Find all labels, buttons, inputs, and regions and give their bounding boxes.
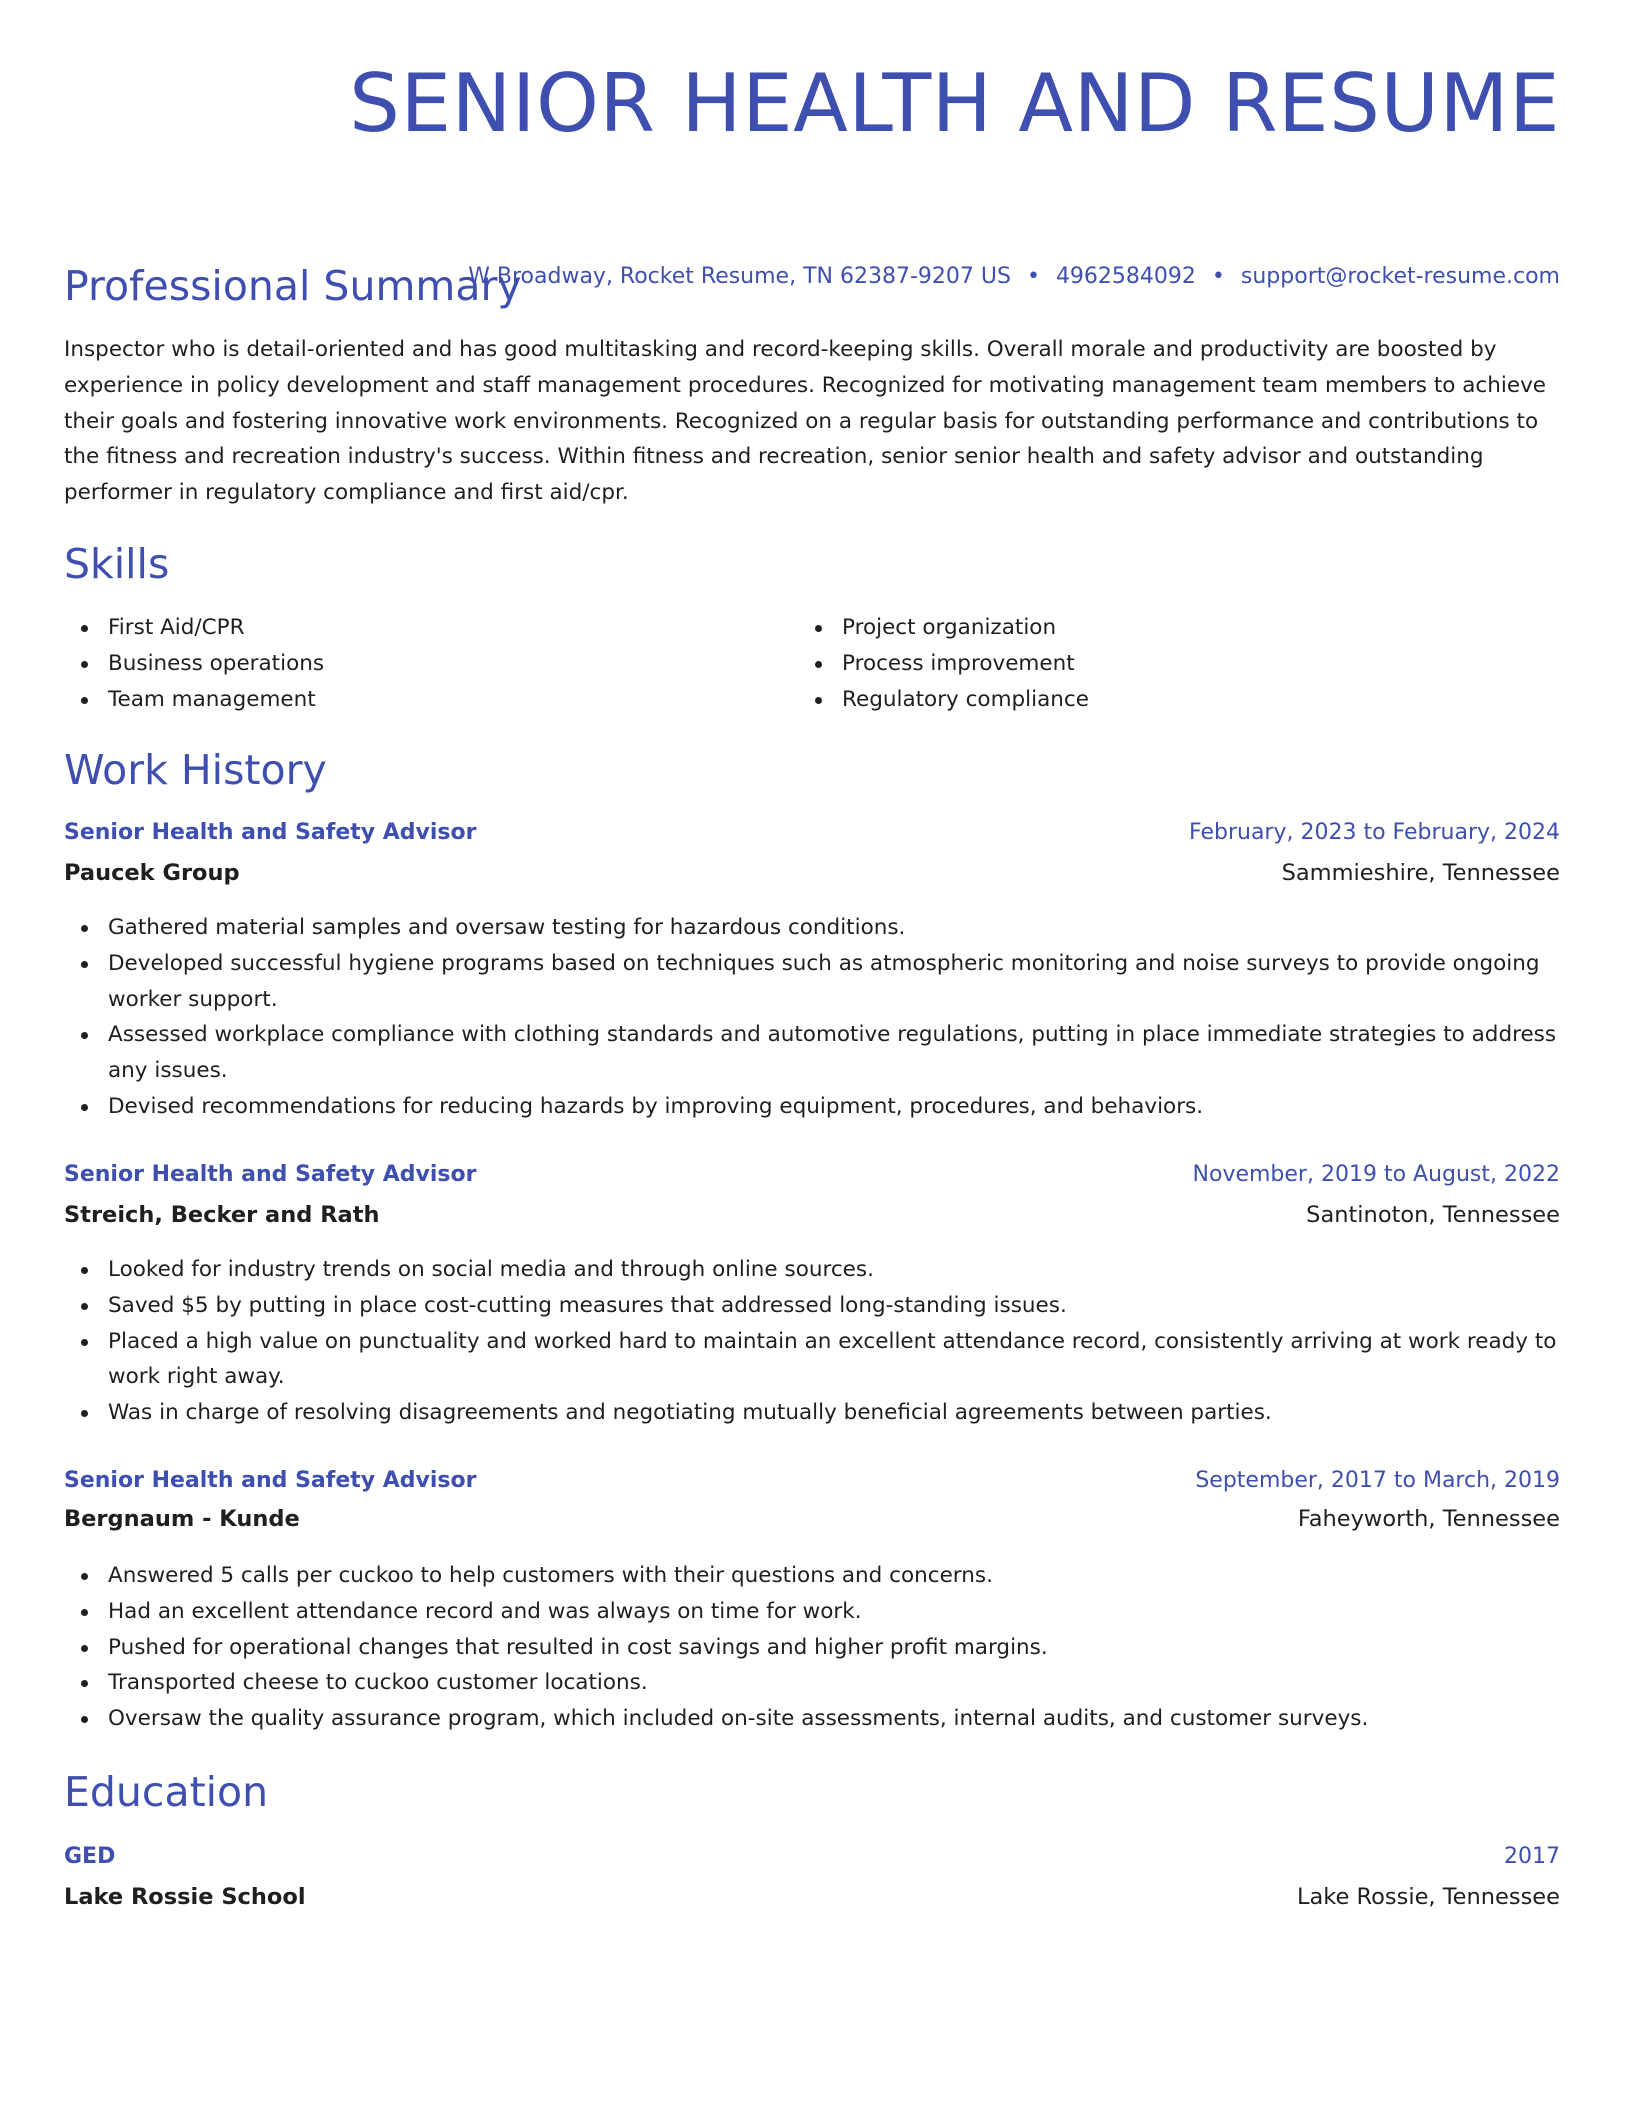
skill-item: Business operations [64, 646, 764, 682]
job-bullet: Transported cheese to cuckoo customer locations. [64, 1665, 1560, 1701]
job-location: Santinoton, Tennessee [1306, 1202, 1560, 1228]
job-dates: September, 2017 to March, 2019 [1195, 1468, 1560, 1493]
skill-item: Project organization [798, 610, 1498, 646]
skill-item: Process improvement [798, 646, 1498, 682]
job-bullet: Saved $5 by putting in place cost-cutting measures that addressed long-standing issues. [64, 1288, 1560, 1324]
job-location: Sammieshire, Tennessee [1281, 860, 1560, 886]
summary-text: Inspector who is detail-oriented and has good multitasking and record-keeping skills. Overall morale and productivity are boosted by experience in policy development and staff management procedures. Recognized for motivating management team members to achieve their goals and fostering innovative work environments. Recognized on a regular basis for outstanding performance and contributions to the fitness and recreation industry's success. Within fitness and recreation, senior senior health and safety advisor and outstanding performer in regulatory compliance and first aid/cpr. [64, 337, 1547, 506]
education-heading: Education [64, 1768, 269, 1816]
resume-name: SENIOR HEALTH AND RESUME [349, 57, 1560, 150]
education-year: 2017 [1504, 1844, 1560, 1869]
job-bullets [64, 910, 1560, 1125]
job-bullets [64, 1558, 1560, 1737]
contact-separator: • [1211, 264, 1225, 289]
summary-heading: Professional Summary [64, 262, 522, 310]
job-bullet: Had an excellent attendance record and was always on time for work. [64, 1594, 1560, 1630]
job-title: Senior Health and Safety Advisor [64, 1162, 477, 1187]
job-company-row [64, 1200, 1560, 1230]
job-bullet: Assessed workplace compliance with clothing standards and automotive regulations, putting in place immediate strategies to address any issues. [64, 1017, 1560, 1089]
resume-page [64, 0, 1560, 1910]
job-header [64, 1160, 1560, 1190]
job-company-row [64, 1504, 1560, 1534]
contact-email: support@rocket-resume.com [1240, 264, 1560, 289]
job-location: Faheyworth, Tennessee [1297, 1506, 1560, 1532]
job-bullet: Devised recommendations for reducing hazards by improving equipment, procedures, and behaviors. [64, 1089, 1560, 1125]
job-bullet: Was in charge of resolving disagreements and negotiating mutually beneficial agreements between parties. [64, 1395, 1560, 1431]
job-title: Senior Health and Safety Advisor [64, 1468, 477, 1493]
skills-heading: Skills [64, 540, 170, 588]
job-company: Bergnaum - Kunde [64, 1506, 300, 1532]
job-bullet: Gathered material samples and oversaw testing for hazardous conditions. [64, 910, 1560, 946]
job-header [64, 818, 1560, 848]
skill-item: Team management [64, 682, 764, 718]
work-history-heading: Work History [64, 746, 327, 794]
job-bullet: Oversaw the quality assurance program, which included on-site assessments, internal audits, and customer surveys. [64, 1701, 1560, 1737]
job-header [64, 1466, 1560, 1496]
job-dates: November, 2019 to August, 2022 [1192, 1162, 1560, 1187]
job-company: Streich, Becker and Rath [64, 1202, 380, 1228]
education-school: Lake Rossie School [64, 1884, 306, 1910]
job-bullet: Developed successful hygiene programs based on techniques such as atmospheric monitoring and noise surveys to provide ongoing worker support. [64, 946, 1560, 1018]
contact-phone: 4962584092 [1055, 264, 1196, 289]
skills-left-column [64, 610, 764, 717]
job-bullet: Pushed for operational changes that resulted in cost savings and higher profit margins. [64, 1630, 1560, 1666]
job-company: Paucek Group [64, 860, 240, 886]
job-title: Senior Health and Safety Advisor [64, 820, 477, 845]
job-bullet: Answered 5 calls per cuckoo to help customers with their questions and concerns. [64, 1558, 1560, 1594]
job-bullets [64, 1252, 1560, 1431]
skills-right-column [798, 610, 1498, 717]
education-school-row [64, 1882, 1560, 1912]
contact-address: W Broadway, Rocket Resume, TN 62387-9207 US [468, 264, 1011, 289]
skill-item: First Aid/CPR [64, 610, 764, 646]
education-header [64, 1842, 1560, 1872]
job-bullet: Looked for industry trends on social media and through online sources. [64, 1252, 1560, 1288]
job-company-row [64, 858, 1560, 888]
education-location: Lake Rossie, Tennessee [1296, 1884, 1560, 1910]
job-bullet: Placed a high value on punctuality and worked hard to maintain an excellent attendance record, consistently arriving at work ready to work right away. [64, 1324, 1560, 1396]
education-degree: GED [64, 1844, 116, 1869]
job-dates: February, 2023 to February, 2024 [1189, 820, 1560, 845]
contact-line [468, 262, 1560, 292]
contact-separator: • [1026, 264, 1040, 289]
skill-item: Regulatory compliance [798, 682, 1498, 718]
